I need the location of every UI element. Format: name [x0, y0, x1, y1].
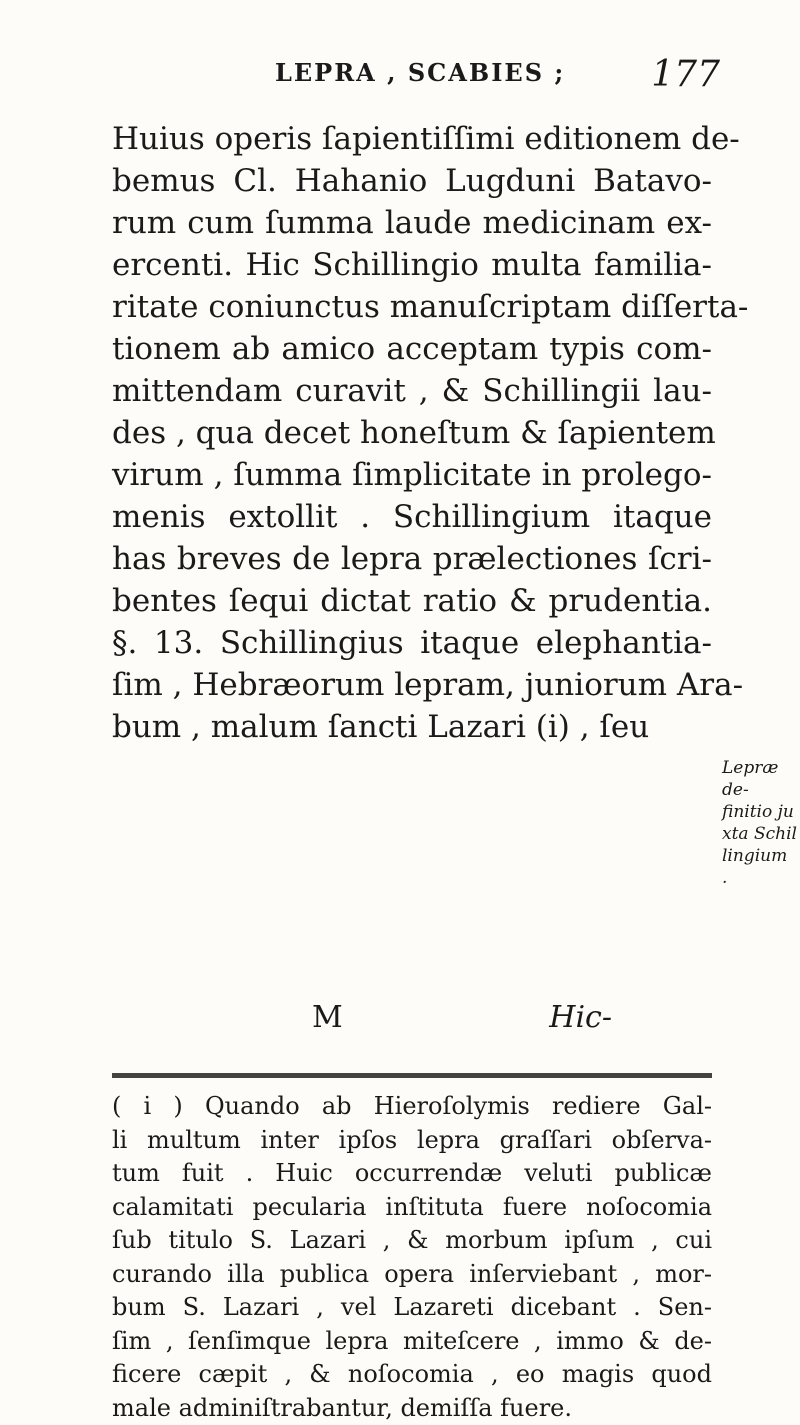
- footnote-line: tum fuit . Huic occurrendæ veluti publicæ: [112, 1157, 712, 1191]
- text-line: ercenti. Hic Schillingio multa familia-: [112, 244, 712, 286]
- text-line: ritate coniunctus manuſcriptam diſſerta-: [112, 286, 712, 328]
- text-line: mittendam curavit , & Schillingii lau-: [112, 370, 712, 412]
- footnote-rule: [112, 1073, 712, 1078]
- footnote-line: ficere cæpit , & noſocomia , eo magis quod: [112, 1358, 712, 1392]
- page-number: 177: [651, 54, 720, 95]
- footnote-line: ( i ) Quando ab Hieroſolymis rediere Gal-: [112, 1090, 712, 1124]
- marginal-note: [722, 757, 798, 889]
- footnote-line: ſim , ſenſimque lepra miteſcere , immo & de-: [112, 1325, 712, 1359]
- text-line: menis extollit . Schillingium itaque: [112, 496, 712, 538]
- marginal-line: Lepræ de-: [722, 757, 798, 801]
- text-line: bentes ſequi dictat ratio & prudentia.: [112, 580, 712, 622]
- footnote-line: curando illa publica opera inſerviebant , mor-: [112, 1258, 712, 1292]
- text-line: §. 13. Schillingius itaque elephantia-: [112, 622, 712, 664]
- footnote-line: li multum inter ipſos lepra graſſari obſerva-: [112, 1124, 712, 1158]
- text-line: des , qua decet honeſtum & ſapientem: [112, 412, 712, 454]
- text-line: virum , ſumma ſimplicitate in prolego-: [112, 454, 712, 496]
- footnote-line: calamitati pecularia inſtituta fuere noſocomia: [112, 1191, 712, 1225]
- text-line: Huius operis ſapientiſſimi editionem de-: [112, 118, 712, 160]
- text-line: bemus Cl. Hahanio Lugduni Batavo-: [112, 160, 712, 202]
- running-head: LEPRA , SCABIES ;: [275, 58, 565, 87]
- text-line: rum cum ſumma laude medicinam ex-: [112, 202, 712, 244]
- text-line: bum , malum ſancti Lazari (i) , ſeu: [112, 706, 712, 748]
- text-line: has breves de lepra prælectiones ſcri-: [112, 538, 712, 580]
- footnote-line: male adminiſtrabantur, demiſſa fuere.: [112, 1392, 712, 1425]
- footnote-line: ſub titulo S. Lazari , & morbum ipſum , cui: [112, 1224, 712, 1258]
- page-header: [110, 58, 720, 108]
- signature-line: [112, 1000, 712, 1040]
- footnote-line: bum S. Lazari , vel Lazareti dicebant . Sen-: [112, 1291, 712, 1325]
- signature-mark: M: [312, 1000, 343, 1035]
- main-text: [112, 118, 712, 748]
- catchword: Hic-: [549, 1000, 612, 1035]
- text-line: ſim , Hebræorum lepram, juniorum Ara-: [112, 664, 712, 706]
- marginal-line: lingium .: [722, 845, 798, 889]
- footnote: [112, 1090, 712, 1425]
- marginal-line: finitio ju: [722, 801, 798, 823]
- text-line: tionem ab amico acceptam typis com-: [112, 328, 712, 370]
- marginal-line: xta Schil: [722, 823, 798, 845]
